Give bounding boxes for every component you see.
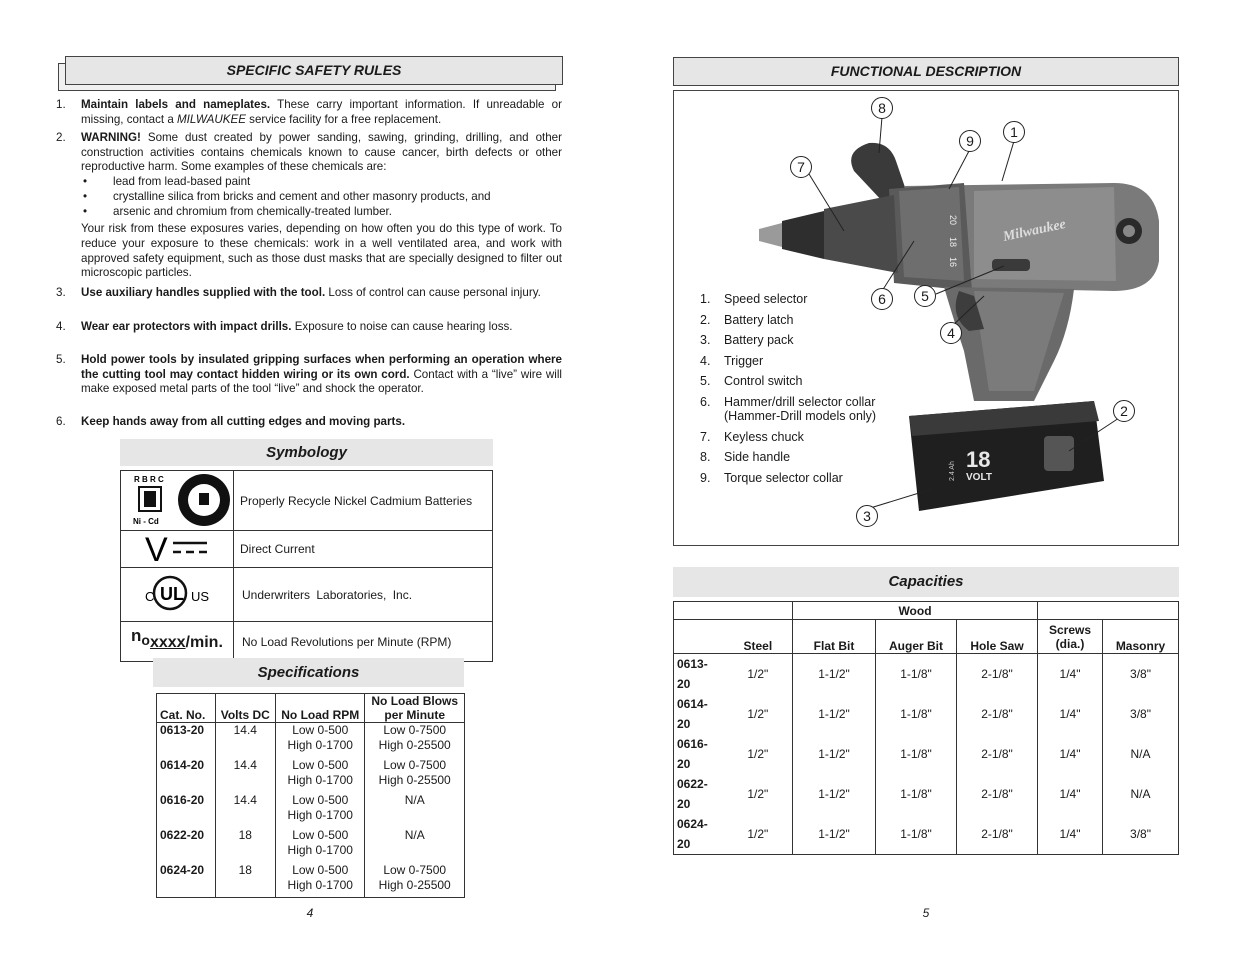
parts-legend <box>700 292 876 491</box>
table-row <box>157 723 465 758</box>
cap-cat-no: 0622-20 <box>674 774 724 814</box>
callout-9: 9 <box>959 130 981 152</box>
cap-cell: 1/4" <box>1038 654 1103 695</box>
legend-item: 2. Battery latch <box>700 312 794 327</box>
symbology-title: Symbology <box>120 439 493 466</box>
legend-item: 1. Speed selector <box>700 292 808 306</box>
symbol-row-recycle: R B R C Ni - Cd Properly Recycle Nickel Cadmium Batteries <box>121 471 493 531</box>
rule-1: 1. Maintain labels and nameplates. These carry important information. If unreadable or missing, contact a MILWAUKEE service facility for a free replacement. <box>56 98 562 126</box>
cap-cell: 1/2" <box>724 814 793 855</box>
svg-text:18: 18 <box>948 237 958 248</box>
table-row <box>674 734 1179 774</box>
direct-current-icon <box>121 531 234 568</box>
cap-cell: 1-1/2" <box>793 734 876 774</box>
table-row <box>157 758 465 793</box>
cap-cat-no: 0616-20 <box>674 734 724 774</box>
spec-cat-no: 0616-20 <box>157 793 216 828</box>
cap-cell: 1/2" <box>724 654 793 695</box>
legend-item: 4. Trigger <box>700 353 764 368</box>
spec-bpm: N/A <box>365 828 465 863</box>
svg-text:Milwaukee: Milwaukee <box>1001 216 1068 245</box>
page-number-right: 5 <box>922 906 930 920</box>
spec-cat-no: 0613-20 <box>157 723 216 758</box>
spec-cat-no: 0614-20 <box>157 758 216 793</box>
spec-bpm: Low 0-7500 High 0-25500 <box>365 758 465 793</box>
svg-text:UL: UL <box>160 584 184 604</box>
page-number-left: 4 <box>306 906 314 920</box>
callout-4: 4 <box>940 322 962 344</box>
ul-listing-icon <box>121 568 234 622</box>
cap-cat-no: 0614-20 <box>674 694 724 734</box>
callout-8: 8 <box>871 97 893 119</box>
spec-cat-no: 0622-20 <box>157 828 216 863</box>
svg-text:2.4 Ah: 2.4 Ah <box>949 461 956 481</box>
spec-cat-no: 0624-20 <box>157 863 216 898</box>
svg-text:Ni - Cd: Ni - Cd <box>133 517 159 526</box>
cap-cat-no: 0613-20 <box>674 654 724 695</box>
symbology-table <box>120 470 493 662</box>
cap-cell: 2-1/8" <box>957 774 1038 814</box>
cap-cell: 1-1/2" <box>793 774 876 814</box>
callout-1: 1 <box>1003 121 1025 143</box>
bullet-item: • arsenic and chromium from chemically-treated lumber. <box>81 205 562 220</box>
spec-rpm: Low 0-500 High 0-1700 <box>276 863 365 898</box>
capacities-table <box>673 601 1179 855</box>
symbol-row-dc: V Direct Current <box>121 531 493 568</box>
symbol-row-rpm: noxxxx/min. No Load Revolutions per Minute (RPM) <box>121 622 493 662</box>
table-row <box>157 793 465 828</box>
cap-cell: 3/8" <box>1103 814 1179 855</box>
spec-rpm: Low 0-500 High 0-1700 <box>276 828 365 863</box>
spec-volts: 18 <box>215 828 276 863</box>
table-row <box>674 814 1179 855</box>
legend-item: 8. Side handle <box>700 450 791 464</box>
spec-volts: 14.4 <box>215 793 276 828</box>
spec-bpm: Low 0-7500 High 0-25500 <box>365 723 465 758</box>
legend-item: 3. Battery pack <box>700 333 794 347</box>
cap-cell: 1-1/8" <box>876 734 957 774</box>
cap-cell: N/A <box>1103 734 1179 774</box>
cap-cell: 3/8" <box>1103 654 1179 695</box>
rule-5: 5. Hold power tools by insulated gripping surfaces when performing an operation where the cutting tool may contact hidden wiring or its own cord. Contact with a “live” wire will make exposed metal parts of the tool “live” and shock the operator. <box>56 353 562 396</box>
table-row <box>674 774 1179 814</box>
rbrc-seal-icon <box>121 471 234 531</box>
svg-text:20: 20 <box>948 215 958 226</box>
spec-rpm: Low 0-500 High 0-1700 <box>276 723 365 758</box>
bullet-item: • crystalline silica from bricks and cement and other masonry products, and <box>81 190 562 205</box>
spec-bpm: N/A <box>365 793 465 828</box>
svg-text:C: C <box>145 589 155 604</box>
cap-header-row: Steel Flat Bit Auger Bit Hole Saw Screws (dia.) Masonry <box>674 620 1179 654</box>
spec-rpm: Low 0-500 High 0-1700 <box>276 793 365 828</box>
exposure-paragraph: Your risk from these exposures varies, depending on how often you do this type of work. To reduce your exposure to these chemicals: work in a well ventilated area, and work with approved safety equipment, such as those dust masks that are specially designed to filter out microscopic particles. <box>81 222 562 280</box>
callout-6: 6 <box>871 288 893 310</box>
rule-3: 3. Use auxiliary handles supplied with the tool. Loss of control can cause personal injury. <box>56 286 541 299</box>
functional-description-header: FUNCTIONAL DESCRIPTION <box>673 57 1179 86</box>
table-row <box>157 863 465 898</box>
cap-cell: 1-1/8" <box>876 654 957 695</box>
cap-cell: 2-1/8" <box>957 814 1038 855</box>
cap-cell: 1/2" <box>724 774 793 814</box>
table-row <box>674 694 1179 734</box>
cap-cell: N/A <box>1103 774 1179 814</box>
cap-cell: 1-1/8" <box>876 814 957 855</box>
specifications-table <box>156 693 465 898</box>
spec-rpm: Low 0-500 High 0-1700 <box>276 758 365 793</box>
cap-cell: 1/2" <box>724 694 793 734</box>
svg-text:V: V <box>145 531 168 564</box>
cap-group-row: Wood <box>674 602 1179 620</box>
cap-cell: 1-1/8" <box>876 774 957 814</box>
bullet-item: • lead from lead-based paint <box>81 175 562 190</box>
spec-volts: 18 <box>215 863 276 898</box>
callout-7: 7 <box>790 156 812 178</box>
cap-cell: 3/8" <box>1103 694 1179 734</box>
legend-item: 6. Hammer/drill selector collar (Hammer-Drill models only) <box>700 394 877 423</box>
callout-5: 5 <box>914 285 936 307</box>
cap-cell: 2-1/8" <box>957 654 1038 695</box>
specifications-title: Specifications <box>153 658 464 687</box>
rule-2: 2. WARNING! Some dust created by power sanding, sawing, grinding, drilling, and other construction activities contains chemicals known to cause cancer, birth defects or other reproductive harm. Some examples of these chemicals are: • lead from lead-based paint • crystalline silica from bricks and cement and other masonry products, and • arsenic and chromium from chemically-treated lumber. Your risk from these exposures varies, depending on how often you do this type of work. To reduce your exposure to these chemicals: work in a well ventilated area, and work with approved safety equipment, such as those dust masks that are specially designed to filter out microscopic particles. <box>56 131 562 281</box>
cap-cell: 1/2" <box>724 734 793 774</box>
cap-cell: 1/4" <box>1038 694 1103 734</box>
legend-item: 7. Keyless chuck <box>700 429 804 444</box>
svg-text:R B R C: R B R C <box>134 475 164 484</box>
spec-header-row: Cat. No. Volts DC No Load RPM No Load Blows per Minute <box>157 694 465 723</box>
table-row <box>157 828 465 863</box>
callout-2: 2 <box>1113 400 1135 422</box>
table-row <box>674 654 1179 695</box>
legend-item: 5. Control switch <box>700 374 803 388</box>
safety-rules-header: SPECIFIC SAFETY RULES <box>65 56 563 85</box>
spec-bpm: Low 0-7500 High 0-25500 <box>365 863 465 898</box>
callout-3: 3 <box>856 505 878 527</box>
capacities-title: Capacities <box>673 567 1179 597</box>
cap-cell: 2-1/8" <box>957 734 1038 774</box>
spec-volts: 14.4 <box>215 723 276 758</box>
svg-text:18: 18 <box>966 447 991 472</box>
spec-volts: 14.4 <box>215 758 276 793</box>
legend-item: 9. Torque selector collar <box>700 470 843 485</box>
cap-cell: 1/4" <box>1038 734 1103 774</box>
symbol-row-ul: C UL US Underwriters Laboratories, Inc. <box>121 568 493 622</box>
cap-cell: 1-1/2" <box>793 694 876 734</box>
no-load-rpm-symbol: noxxxx/min. <box>121 622 234 662</box>
rule-4: 4. Wear ear protectors with impact drills. Exposure to noise can cause hearing loss. <box>56 320 513 333</box>
svg-text:16: 16 <box>948 257 958 268</box>
svg-text:VOLT: VOLT <box>966 472 992 483</box>
rule-6: 6. Keep hands away from all cutting edges and moving parts. <box>56 415 406 428</box>
cap-cell: 1-1/2" <box>793 654 876 695</box>
cap-cell: 1/4" <box>1038 814 1103 855</box>
cap-cell: 1-1/8" <box>876 694 957 734</box>
cap-cell: 1/4" <box>1038 774 1103 814</box>
cap-cat-no: 0624-20 <box>674 814 724 855</box>
cap-cell: 2-1/8" <box>957 694 1038 734</box>
cap-cell: 1-1/2" <box>793 814 876 855</box>
svg-text:US: US <box>191 589 210 604</box>
